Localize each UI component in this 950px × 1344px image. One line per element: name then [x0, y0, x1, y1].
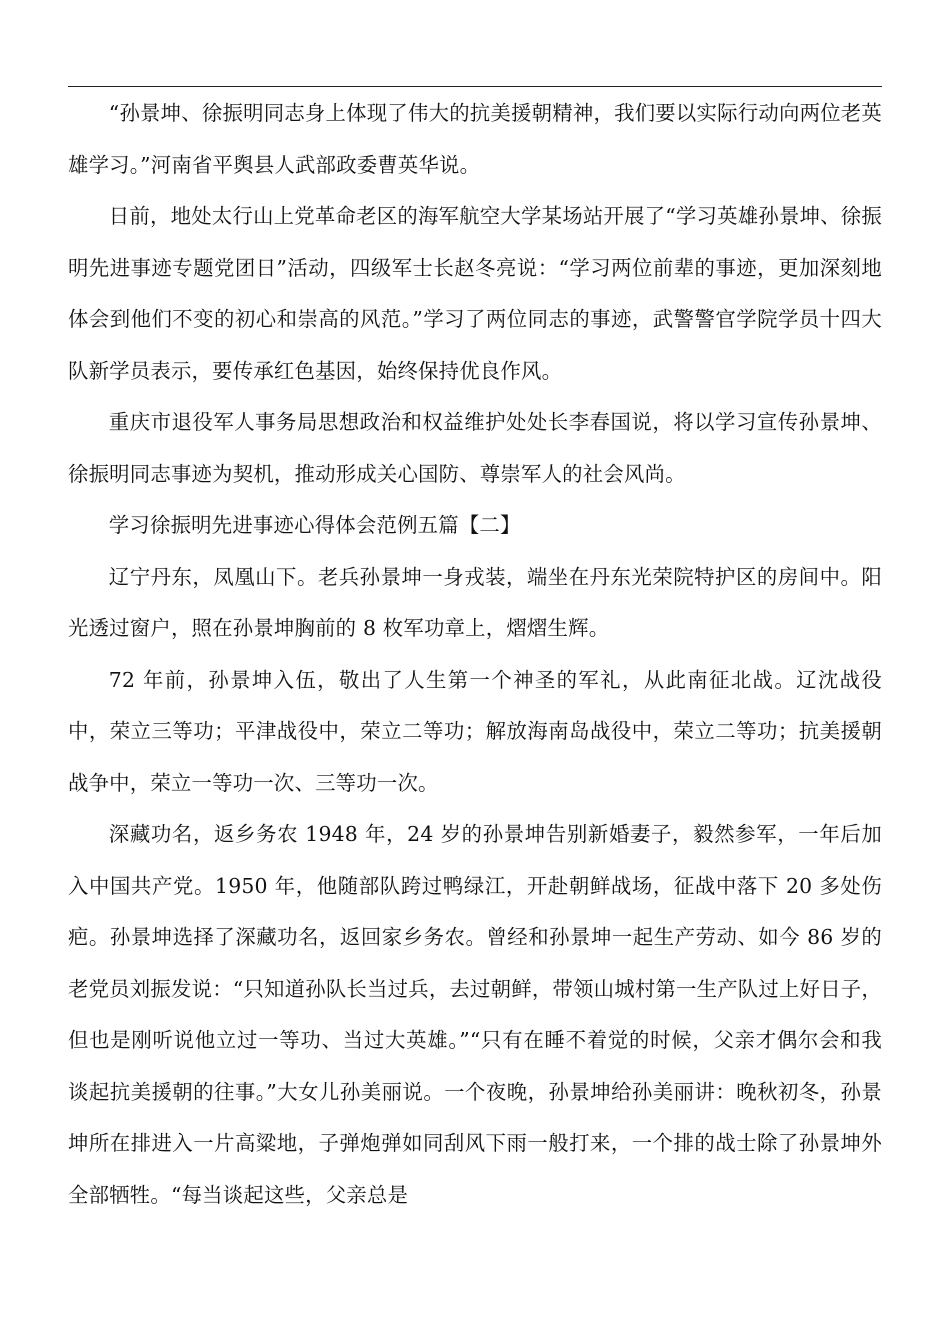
paragraph-chongqing-veterans: 重庆市退役军人事务局思想政治和权益维护处处长李春国说，将以学习宣传孙景坤、徐振明同志事迹为契机，推动形成关心国防、尊崇军人的社会风尚。: [68, 410, 882, 486]
paragraph-dandong: 辽宁丹东，凤凰山下。老兵孙景坤一身戎装，端坐在丹东光荣院特护区的房间中。阳光透过窗户，照在孙景坤胸前的 8 枚军功章上，熠熠生辉。: [68, 564, 882, 640]
paragraph-military-merits: 72 年前，孙景坤入伍，敬出了人生第一个神圣的军礼，从此南征北战。辽沈战役中，荣立三等功；平津战役中，荣立二等功；解放海南岛战役中，荣立二等功；抗美援朝战争中，荣立一等功一次、三等功一次。: [68, 667, 882, 795]
paragraph-hidden-merits: 深藏功名，返乡务农 1948 年，24 岁的孙景坤告别新婚妻子，毅然参军，一年后加入中国共产党。1950 年，他随部队跨过鸭绿江，开赴朝鲜战场，征战中落下 20 多处伤疤。孙景坤选择了深藏功名，返回家乡务农。曾经和孙景坤一起生产劳动、如今 86 岁的老党员刘振发说：“只知道孙队长当过兵，去过朝鲜，带领山城村第一生产队过上好日子，但也是刚听说他立过一等功、当过大英雄。”“只有在睡不着觉的时候，父亲才偶尔会和我谈起抗美援朝的往事。”大女儿孙美丽说。一个夜晚，孙景坤给孙美丽讲：晚秋初冬，孙景坤所在排进入一片高粱地，子弹炮弹如同刮风下雨一般打来，一个排的战士除了孙景坤外全部牺牲。“每当谈起这些，父亲总是: [68, 822, 882, 1207]
paragraph-airbase-activity: 日前，地处太行山上党革命老区的海军航空大学某场站开展了“学习英雄孙景坤、徐振明先进事迹专题党团日”活动，四级军士长赵冬亮说：“学习两位前辈的事迹，更加深刻地体会到他们不变的初心和崇高的风范。”学习了两位同志的事迹，武警警官学院学员十四大队新学员表示，要传承红色基因，始终保持优良作风。: [68, 204, 882, 383]
paragraph-quote-cao-yinghua: “孙景坤、徐振明同志身上体现了伟大的抗美援朝精神，我们要以实际行动向两位老英雄学习。”河南省平舆县人武部政委曹英华说。: [68, 101, 882, 177]
section-heading: 学习徐振明先进事迹心得体会范例五篇【二】: [108, 513, 521, 537]
document-body: [68, 88, 882, 1221]
header-rule: [68, 86, 882, 87]
